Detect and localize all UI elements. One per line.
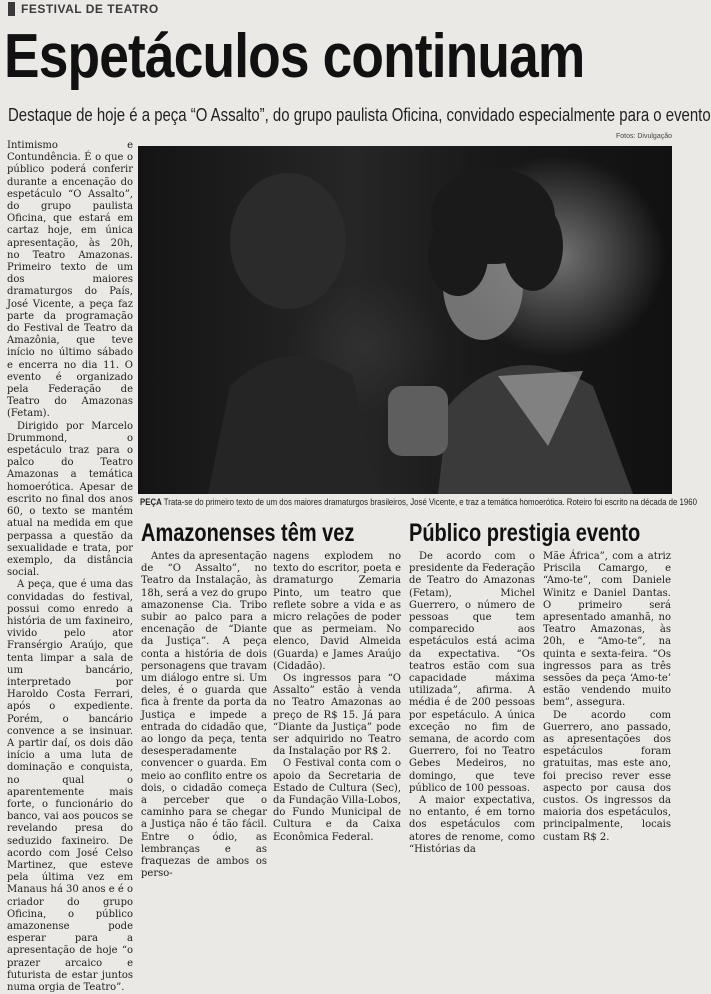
headline: Espetáculos continuam <box>4 22 585 91</box>
article-column-2 <box>141 551 267 880</box>
article-column-1 <box>7 140 133 994</box>
paragraph: De acordo com Guerrero, ano passado, as apresentações dos espetáculos foram gratuitas, mas este ano, foi preciso rever esse aspecto por causa dos custos. Os ingressos da maioria dos espetáculos, principalmente, locais custam R$ 2. <box>543 709 671 843</box>
photo-illustration <box>138 146 672 494</box>
subheading-publico: Público prestigia evento <box>409 519 641 547</box>
section-label: FESTIVAL DE TEATRO <box>8 2 159 16</box>
photo <box>138 146 672 494</box>
paragraph: Intimismo e Contundência. É o que o público poderá conferir durante a encenação do espetáculo “O Assalto”, do grupo paulista Oficina, que estará em cartaz hoje, em única apresentação, às 20h, no Teatro Amazonas. Primeiro texto de um dos maiores dramaturgos do País, José Vicente, a peça faz parte da programação do Festival de Teatro da Amazônia, que teve início no último sábado e encerra no dia 11. O evento é organizado pela Federação de Teatro do Amazonas (Fetam). <box>7 140 133 420</box>
paragraph: A peça, que é uma das convidadas do festival, possui como enredo a história de um faxineiro, vivido pelo ator Fransérgio Araújo, que tenta limpar a sala de um bancário, interpretado por Haroldo Costa Ferrari, após o expediente. Porém, o bancário convence a se insinuar. A partir daí, os dois dão início a uma luta de dominação e conquista, no qual o aparentemente mais forte, o funcionário do banco, vai aos poucos se revelando presa do seduzido faxineiro. De acordo com José Celso Martinez, que esteve pela última vez em Manaus há 30 anos e é o criador do grupo Oficina, o público amazonense pode esperar para a apresentação de hoje “o prazer arcaico e futurista de estar juntos numa orgia de Teatro”. <box>7 579 133 994</box>
caption-text: Trata-se do primeiro texto de um dos maiores dramaturgos brasileiros, José Vicente, e traz a temática homoerótica. Roteiro foi escrito na década de 1960 <box>163 497 697 507</box>
paragraph: nagens explodem no texto do escritor, poeta e dramaturgo Zemaria Pinto, um teatro que reflete sobre a vida e as micro relações de poder que as permeiam. No elenco, David Almeida (Guarda) e James Araújo (Cidadão). <box>273 551 401 672</box>
paragraph: Antes da apresentação de “O Assalto”, no Teatro da Instalação, às 18h, será a vez do grupo amazonense Cia. Tribo subir ao palco para a encenação de “Diante da Justiça”. A peça conta a história de dois personagens que travam um diálogo entre si. Um deles, é o guarda que fica à frente da porta da Justiça e impede a entrada do cidadão que, ao longo da peça, tenta desesperadamente convencer o guarda. Em meio ao conflito entre os dois, o cidadão começa a perceber que o caminho para se chegar a Justiça não é tão fácil. Entre o ódio, as lembranças e as fraquezas de ambos os perso- <box>141 551 267 880</box>
subheading-amazonenses: Amazonenses têm vez <box>141 519 355 547</box>
paragraph: De acordo com o presidente da Federação de Teatro do Amazonas (Fetam), Michel Guerrero, o número de pessoas que tem comparecido aos espetáculos está acima da expectativa. “Os teatros estão com sua capacidade máxima utilizada”, afirma. A média é de 200 pessoas por espetáculo. A única exceção no fim de semana, de acordo com Guerrero, foi no Teatro Gebes Medeiros, no domingo, que teve público de 100 pessoas. <box>409 551 535 794</box>
paragraph: Dirigido por Marcelo Drummond, o espetáculo traz para o palco do Teatro Amazonas a temática homoerótica. Apesar de escrito no final dos anos 60, o texto se mantém atual na medida em que perpassa a questão da sexualidade e trata, por exemplo, da distância social. <box>7 420 133 579</box>
paragraph: Os ingressos para “O Assalto” estão à venda no Teatro Amazonas ao preço de R$ 15. Já para “Diante da Justiça” pode ser adquirido no Teatro da Instalação por R$ 2. <box>273 673 401 758</box>
paragraph: A maior expectativa, no entanto, é em torno dos espetáculos com atores de renome, como “Histórias da <box>409 795 535 855</box>
photo-credit: Fotos: Divulgação <box>615 133 672 140</box>
article-column-3 <box>273 551 401 843</box>
caption-label: PEÇA <box>140 497 162 507</box>
article-column-4 <box>409 551 535 855</box>
photo-caption <box>140 497 697 508</box>
paragraph: O Festival conta com o apoio da Secretaria de Estado de Cultura (Sec), da Fundação Villa-Lobos, do Fundo Municipal de Cultura e da Caixa Econômica Federal. <box>273 758 401 843</box>
deck: Destaque de hoje é a peça “O Assalto”, do grupo paulista Oficina, convidado especialmente para o evento <box>8 105 711 125</box>
article-column-5 <box>543 551 671 843</box>
paragraph: Mãe África”, com a atriz Priscila Camargo, e “Amo-te”, com Daniele Winitz e Daniel Dantas. O primeiro será apresentado amanhã, no Teatro Amazonas, às 20h, e “Amo-te”, na quinta e sexta-feira. “Os ingressos para as três sessões da peça ‘Amo-te’ estão vendendo muito bem”, assegura. <box>543 551 671 709</box>
